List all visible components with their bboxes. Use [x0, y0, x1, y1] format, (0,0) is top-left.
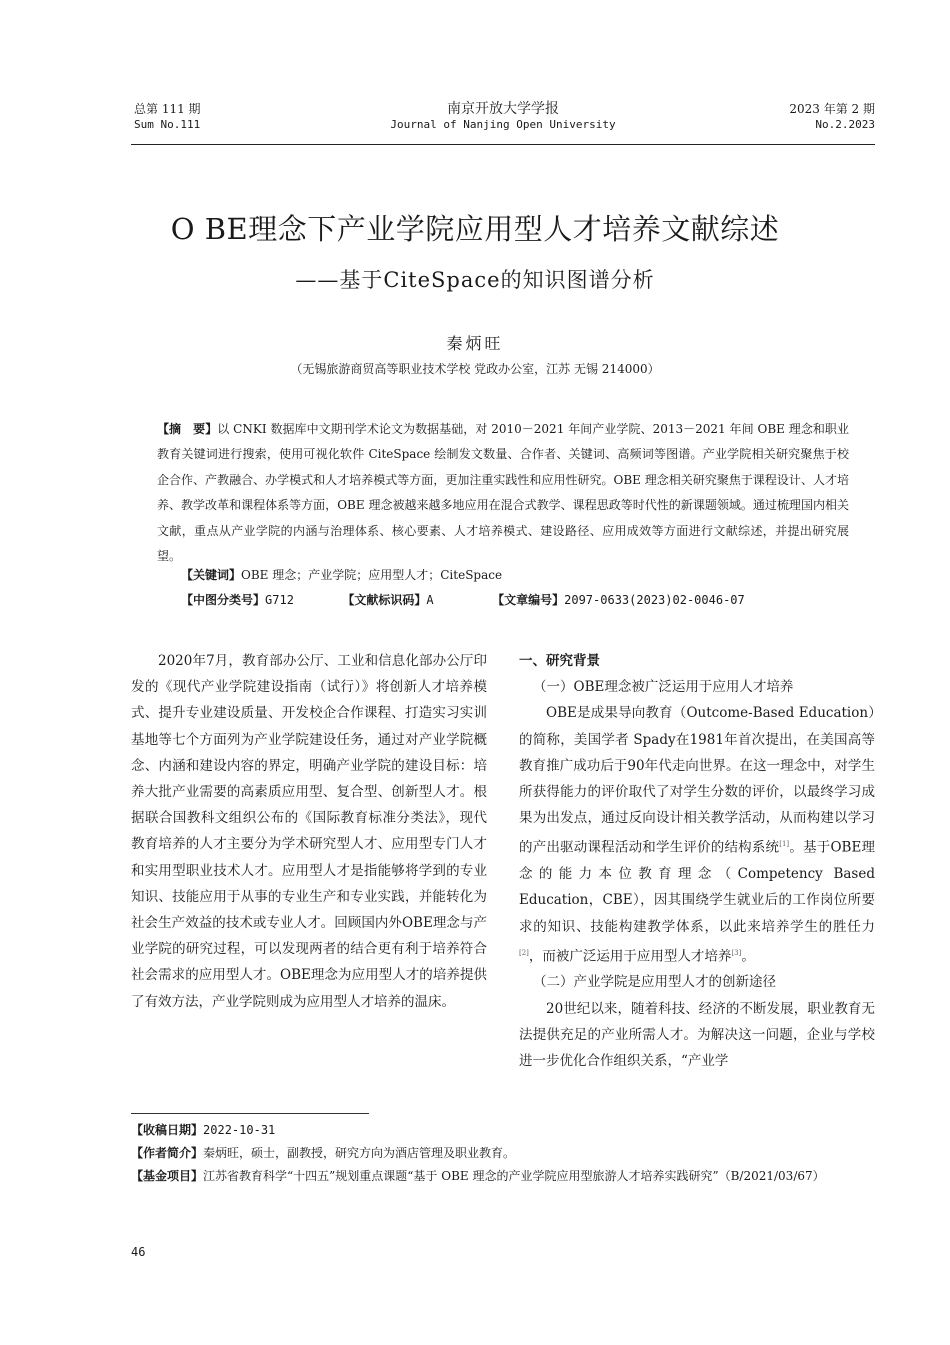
doc-code-label: 【文献标识码】: [342, 593, 427, 607]
right-column: [519, 648, 875, 1074]
section-heading-background: 一、研究背景: [519, 653, 600, 669]
keywords-label: 【关键词】: [181, 568, 242, 582]
footnote-rule: [131, 1113, 369, 1114]
abstract: [157, 417, 849, 569]
header-right: [789, 101, 875, 133]
article-subtitle: ——基于CiteSpace的知识图谱分析: [295, 268, 655, 292]
footnote-received: 【收稿日期】2022-10-31: [131, 1123, 276, 1137]
obe-paragraph: OBE是成果导向教育（Outcome-Based Education）的简称，美国学者 Spady在1981年首次提出，在美国高等教育推广成功后于90年代走向世界。在这一理念中，对学生所获得能力的评价取代了对学生分数的评价，以最终学习成果为出发点，通过反向设计相关教学活动，从而构建以学习的产出驱动课程活动和学生评价的结构系统[1]。基于OBE理念的能力本位教育理念（Competency Based Education，CBE），因其围绕学生就业后的工作岗位所要求的知识、技能构建教学体系，以此来培养学生的胜任力[2]，而被广泛运用于应用型人才培养[3]。: [519, 705, 876, 965]
subsection-heading-obe: （一）OBE理念被广泛运用于应用人才培养: [533, 679, 794, 696]
author-affiliation: （无锡旅游商贸高等职业技术学校 党政办公室，江苏 无锡 214000）: [290, 362, 660, 376]
clc-value: G712: [265, 593, 294, 607]
article-no-label: 【文章编号】: [492, 593, 565, 607]
subsection-heading-industry-college: （二）产业学院是应用型人才的创新途径: [533, 974, 776, 991]
author-name: 秦炳旺: [446, 334, 504, 353]
page-number: 46: [131, 1245, 146, 1259]
ref-1[interactable]: [1]: [779, 840, 790, 849]
header-rule: [131, 144, 875, 145]
article-title: O BE理念下产业学院应用型人才培养文献综述: [170, 212, 780, 246]
journal-name: 南京开放大学学报: [447, 101, 559, 117]
issue-year-en: No.2.2023: [815, 118, 875, 131]
abstract-text: 以 CNKI 数据库中文期刊学术论文为数据基础，对 2010－2021 年间产业学院、2013－2021 年间 OBE 理念和职业教育关键词进行搜索，使用可视化软件 CiteSpace 绘制发文数量、合作者、关键词、高频词等图谱。产业学院相关研究聚焦于校企合作、产教融合、办学模式和人才培养模式等方面，更加注重实践性和应用性研究。OBE 理念相关研究聚焦于课程设计、人才培养、教学改革和课程体系等方面，OBE 理念被越来越多地应用在混合式教学、课程思政等时代性的新课题领域。通过梳理国内相关文献，重点从产业学院的内涵与治理体系、核心要素、人才培养模式、建设路径、应用成效等方面进行文献综述，并提出研究展望。: [157, 422, 849, 564]
classification-line: [181, 591, 745, 608]
article-no-value: 2097-0633(2023)02-0046-07: [564, 593, 745, 607]
industry-college-paragraph: 20世纪以来，随着科技、经济的不断发展，职业教育无法提供充足的产业所需人才。为解决这一问题，企业与学校进一步优化合作组织关系，“产业学: [519, 1000, 875, 1070]
footnote-funding: 【基金项目】江苏省教育科学“十四五”规划重点课题“基于 OBE 理念的产业学院应用型旅游人才培养实践研究”（B/2021/03/67）: [131, 1169, 825, 1183]
doc-code-value: A: [426, 593, 434, 607]
clc-label: 【中图分类号】: [181, 593, 266, 607]
intro-paragraph: 2020年7月，教育部办公厅、工业和信息化部办公厅印发的《现代产业学院建设指南（试行）》将创新人才培养模式、提升专业建设质量、开发校企合作课程、打造实习实训基地等七个方面列为产业学院建设任务，通过对产业学院概念、内涵和建设内容的界定，明确产业学院的建设目标：培养大批产业需要的高素质应用型、复合型、创新型人才。根据联合国教科文组织公布的《国际教育标准分类法》，现代教育培养的人才主要分为学术研究型人才、应用型专门人才和实用型职业技术人才。应用型人才是指能够将学到的专业知识、技能应用于从事的专业生产和专业实践，并能转化为社会生产效益的技术或专业人才。回顾国内外OBE理念与产业学院的研究过程，可以发现两者的结合更有利于培养符合社会需求的应用型人才。OBE理念为应用型人才的培养提供了有效方法，产业学院则成为应用型人才培养的温床。: [131, 653, 487, 1010]
footnote-author-bio: 【作者简介】秦炳旺，硕士，副教授，研究方向为酒店管理及职业教育。: [131, 1146, 516, 1160]
keywords: [181, 566, 502, 583]
abstract-label: 【摘 要】: [157, 422, 218, 436]
ref-3[interactable]: [3]: [731, 948, 742, 957]
issue-total-en: Sum No.111: [134, 118, 201, 131]
keywords-text: OBE 理念；产业学院；应用型人才；CiteSpace: [241, 568, 503, 582]
ref-2[interactable]: [2]: [519, 948, 529, 957]
journal-name-en: Journal of Nanjing Open University: [390, 118, 616, 131]
issue-total: 总第 111 期: [134, 102, 201, 116]
issue-year: 2023 年第 2 期: [789, 102, 875, 116]
